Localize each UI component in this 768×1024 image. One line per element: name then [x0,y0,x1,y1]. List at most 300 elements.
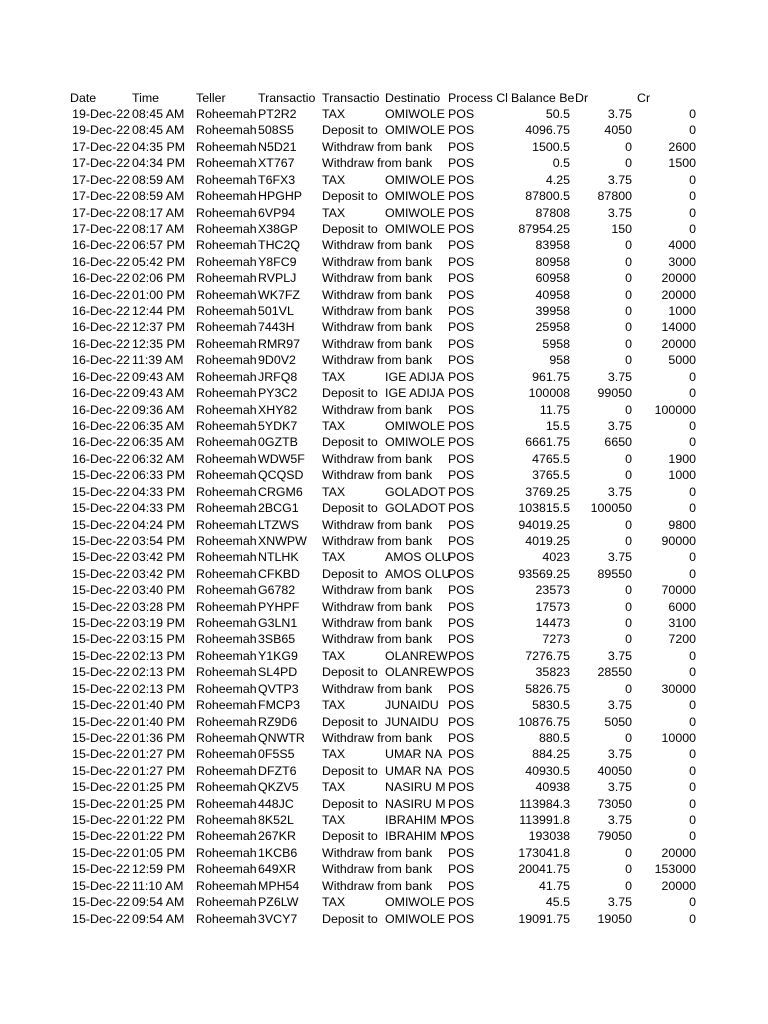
table-row [0,303,768,319]
table-row [0,533,768,549]
cell-balance: 94019.25 [518,517,570,532]
cell-time: 09:43 AM [132,386,185,401]
cell-dr: 79050 [597,829,632,844]
cell-cr: 0 [689,665,696,680]
cell-dr: 4050 [604,123,632,138]
table-row [0,319,768,335]
cell-balance: 87954.25 [518,221,570,236]
cell-transaction-type: Withdraw from bank [322,336,433,351]
cell-transaction-type: Withdraw from bank [322,353,433,368]
cell-transaction-type: TAX [322,172,346,187]
cell-teller: Roheemah [196,747,257,762]
cell-transaction-id: WK7FZ [258,287,300,302]
cell-transaction-id: 5YDK7 [258,418,298,433]
cell-teller: Roheemah [196,402,257,417]
cell-transaction-id: HPGHP [258,189,303,204]
cell-time: 03:54 PM [132,533,186,548]
cell-teller: Roheemah [196,599,257,614]
cell-dr: 0 [625,533,632,548]
cell-transaction-type: Deposit to [322,189,378,204]
cell-dr: 5050 [604,714,632,729]
cell-process: POS [448,583,475,598]
cell-dr: 150 [611,221,632,236]
cell-transaction-type: Withdraw from bank [322,156,433,171]
cell-transaction-type: TAX [322,484,346,499]
cell-transaction-type: Withdraw from bank [322,583,433,598]
cell-time: 08:17 AM [132,205,185,220]
header-teller: Teller [196,90,226,105]
cell-transaction-id: T6FX3 [258,172,296,187]
cell-process: POS [448,304,475,319]
cell-balance: 880.5 [538,730,570,745]
cell-date: 16-Dec-22 [72,386,130,401]
cell-transaction-id: 9D0V2 [258,353,296,368]
cell-teller: Roheemah [196,386,257,401]
cell-dr: 0 [625,254,632,269]
cell-time: 09:54 AM [132,911,185,926]
cell-dr: 3.75 [607,813,632,828]
cell-cr: 0 [689,484,696,499]
cell-date: 15-Dec-22 [72,517,130,532]
cell-transaction-type: Withdraw from bank [322,599,433,614]
table-row [0,894,768,910]
cell-teller: Roheemah [196,763,257,778]
cell-destination: GOLADOT [385,501,446,516]
cell-cr: 3000 [668,254,696,269]
cell-teller: Roheemah [196,336,257,351]
table-row [0,237,768,253]
cell-destination: JUNAIDU [385,698,439,713]
cell-teller: Roheemah [196,156,257,171]
cell-transaction-type: Withdraw from bank [322,517,433,532]
cell-teller: Roheemah [196,123,257,138]
cell-dr: 0 [625,451,632,466]
cell-date: 15-Dec-22 [72,763,130,778]
cell-time: 08:45 AM [132,123,185,138]
table-row [0,369,768,385]
cell-dr: 0 [625,287,632,302]
cell-transaction-type: Deposit to [322,221,378,236]
cell-transaction-type: Deposit to [322,911,378,926]
cell-balance: 50.5 [545,107,570,121]
table-row [0,730,768,746]
cell-transaction-id: G6782 [258,583,296,598]
cell-date: 15-Dec-22 [72,566,130,581]
cell-cr: 0 [689,780,696,795]
cell-cr: 9800 [668,517,696,532]
cell-balance: 10876.75 [518,714,570,729]
table-row [0,582,768,598]
cell-date: 15-Dec-22 [72,583,130,598]
cell-balance: 173041.8 [518,845,570,860]
table-row [0,828,768,844]
cell-destination: UMAR NA [385,747,443,762]
cell-balance: 87800.5 [525,189,570,204]
cell-time: 06:35 AM [132,435,185,450]
cell-teller: Roheemah [196,451,257,466]
cell-teller: Roheemah [196,189,257,204]
cell-process: POS [448,632,475,647]
cell-transaction-id: QCQSD [258,468,304,483]
cell-date: 16-Dec-22 [72,336,130,351]
cell-balance: 100008 [528,386,570,401]
cell-transaction-id: THC2Q [258,238,300,253]
cell-dr: 3.75 [607,895,632,910]
cell-time: 01:05 PM [132,845,186,860]
cell-teller: Roheemah [196,533,257,548]
cell-destination: IGE ADIJA [385,369,445,384]
cell-teller: Roheemah [196,714,257,729]
cell-process: POS [448,172,475,187]
cell-teller: Roheemah [196,796,257,811]
cell-dr: 3.75 [607,369,632,384]
cell-cr: 20000 [661,287,696,302]
cell-process: POS [448,780,475,795]
cell-time: 01:22 PM [132,813,186,828]
cell-transaction-id: 8K52L [258,813,294,828]
cell-destination: AMOS OLU [385,550,451,565]
cell-time: 06:32 AM [132,451,185,466]
cell-time: 01:27 PM [132,747,186,762]
cell-transaction-id: RZ9D6 [258,714,298,729]
cell-teller: Roheemah [196,550,257,565]
cell-dr: 0 [625,238,632,253]
cell-transaction-type: TAX [322,747,346,762]
cell-destination: OMIWOLE [385,418,445,433]
cell-teller: Roheemah [196,254,257,269]
cell-time: 04:33 PM [132,501,186,516]
cell-process: POS [448,468,475,483]
cell-cr: 0 [689,205,696,220]
header-balance: Balance Be [511,90,575,105]
table-row [0,845,768,861]
cell-destination: OMIWOLE [385,221,445,236]
cell-teller: Roheemah [196,320,257,335]
cell-time: 01:36 PM [132,730,186,745]
cell-process: POS [448,681,475,696]
cell-process: POS [448,829,475,844]
cell-dr: 0 [625,353,632,368]
table-row [0,861,768,877]
cell-cr: 10000 [661,730,696,745]
cell-process: POS [448,665,475,680]
cell-dr: 99050 [597,386,632,401]
cell-teller: Roheemah [196,287,257,302]
cell-teller: Roheemah [196,895,257,910]
cell-process: POS [448,730,475,745]
cell-transaction-id: 3SB65 [258,632,296,647]
table-row [0,796,768,812]
table-row [0,763,768,779]
cell-cr: 3100 [668,616,696,631]
cell-process: POS [448,254,475,269]
cell-destination: OMIWOLE [385,205,445,220]
cell-balance: 5826.75 [525,681,570,696]
cell-transaction-id: G3LN1 [258,616,298,631]
cell-balance: 60958 [535,271,570,286]
cell-time: 01:25 PM [132,796,186,811]
cell-process: POS [448,714,475,729]
cell-cr: 14000 [661,320,696,335]
cell-destination: OMIWOLE [385,895,445,910]
table-row [0,122,768,138]
cell-cr: 6000 [668,599,696,614]
cell-teller: Roheemah [196,484,257,499]
cell-destination: NASIRU M [385,796,446,811]
cell-dr: 3.75 [607,780,632,795]
cell-cr: 0 [689,813,696,828]
cell-date: 16-Dec-22 [72,271,130,286]
cell-process: POS [448,435,475,450]
cell-date: 15-Dec-22 [72,813,130,828]
cell-dr: 6650 [604,435,632,450]
cell-process: POS [448,238,475,253]
cell-destination: OMIWOLE [385,189,445,204]
cell-process: POS [448,698,475,713]
cell-balance: 961.75 [532,369,570,384]
cell-destination: OMIWOLE [385,435,445,450]
cell-cr: 90000 [661,533,696,548]
cell-transaction-id: Y8FC9 [258,254,297,269]
cell-process: POS [448,517,475,532]
cell-destination: AMOS OLU [385,566,451,581]
cell-transaction-id: 3VCY7 [258,911,298,926]
table-row [0,352,768,368]
cell-dr: 87800 [597,189,632,204]
cell-dr: 0 [625,862,632,877]
cell-balance: 3765.5 [532,468,570,483]
cell-date: 15-Dec-22 [72,698,130,713]
cell-date: 15-Dec-22 [72,780,130,795]
cell-transaction-type: TAX [322,698,346,713]
cell-teller: Roheemah [196,107,257,121]
cell-time: 06:57 PM [132,238,186,253]
cell-dr: 0 [625,336,632,351]
cell-balance: 5830.5 [532,698,570,713]
cell-dr: 0 [625,632,632,647]
cell-time: 02:13 PM [132,648,186,663]
cell-process: POS [448,911,475,926]
table-row [0,500,768,516]
cell-time: 11:39 AM [132,353,184,368]
cell-balance: 93569.25 [518,566,570,581]
table-row [0,911,768,927]
cell-transaction-type: Withdraw from bank [322,616,433,631]
cell-cr: 1000 [668,468,696,483]
cell-date: 15-Dec-22 [72,468,130,483]
cell-dr: 0 [625,320,632,335]
table-row [0,484,768,500]
cell-transaction-id: XHY82 [258,402,298,417]
cell-cr: 20000 [661,336,696,351]
cell-transaction-id: 0GZTB [258,435,298,450]
cell-dr: 3.75 [607,205,632,220]
cell-destination: OMIWOLE [385,172,445,187]
cell-balance: 11.75 [539,402,570,417]
cell-process: POS [448,418,475,433]
cell-balance: 103815.5 [518,501,570,516]
cell-process: POS [448,796,475,811]
cell-transaction-id: SL4PD [258,665,298,680]
cell-balance: 113984.3 [519,796,570,811]
cell-teller: Roheemah [196,271,257,286]
cell-cr: 0 [689,172,696,187]
cell-teller: Roheemah [196,862,257,877]
cell-transaction-id: 508S5 [258,123,294,138]
cell-balance: 3769.25 [525,484,570,499]
table-row [0,402,768,418]
table-row [0,615,768,631]
cell-dr: 0 [625,271,632,286]
cell-transaction-type: TAX [322,813,346,828]
cell-dr: 28550 [597,665,632,680]
cell-date: 16-Dec-22 [72,238,130,253]
cell-transaction-id: DFZT6 [258,763,297,778]
cell-balance: 5958 [542,336,570,351]
cell-time: 03:42 PM [132,550,186,565]
cell-transaction-id: WDW5F [258,451,305,466]
cell-destination: IBRAHIM M [385,813,451,828]
cell-process: POS [448,386,475,401]
table-row [0,779,768,795]
cell-process: POS [448,566,475,581]
cell-balance: 15.5 [545,418,570,433]
cell-time: 12:35 PM [132,336,186,351]
cell-dr: 0 [625,156,632,171]
cell-balance: 17573 [535,599,570,614]
cell-balance: 19091.75 [518,911,570,926]
cell-balance: 113991.8 [519,813,570,828]
cell-cr: 0 [689,829,696,844]
cell-process: POS [448,107,475,121]
cell-cr: 2600 [668,139,696,154]
cell-date: 16-Dec-22 [72,254,130,269]
cell-balance: 4019.25 [525,533,570,548]
cell-process: POS [448,862,475,877]
cell-destination: OMIWOLE [385,107,445,121]
table-row [0,812,768,828]
table-row [0,106,768,122]
cell-time: 06:33 PM [132,468,186,483]
cell-process: POS [448,336,475,351]
cell-cr: 4000 [668,238,696,253]
cell-process: POS [448,320,475,335]
cell-process: POS [448,369,475,384]
cell-transaction-type: Withdraw from bank [322,681,433,696]
cell-dr: 3.75 [607,698,632,713]
cell-date: 16-Dec-22 [72,320,130,335]
cell-cr: 0 [689,747,696,762]
cell-teller: Roheemah [196,632,257,647]
cell-teller: Roheemah [196,681,257,696]
cell-dr: 100050 [590,501,632,516]
cell-time: 03:15 PM [132,632,186,647]
cell-transaction-id: FMCP3 [258,698,300,713]
cell-date: 15-Dec-22 [72,878,130,893]
table-row [0,385,768,401]
cell-process: POS [448,533,475,548]
cell-teller: Roheemah [196,583,257,598]
cell-transaction-type: Withdraw from bank [322,139,433,154]
cell-balance: 6661.75 [525,435,570,450]
cell-teller: Roheemah [196,304,257,319]
cell-destination: OMIWOLE [385,911,445,926]
cell-teller: Roheemah [196,435,257,450]
cell-date: 15-Dec-22 [72,862,130,877]
cell-balance: 4.25 [545,172,570,187]
table-row [0,549,768,565]
cell-process: POS [448,550,475,565]
cell-teller: Roheemah [196,648,257,663]
cell-transaction-id: 649XR [258,862,296,877]
cell-cr: 1500 [668,156,696,171]
cell-transaction-type: Deposit to [322,123,378,138]
cell-balance: 35823 [535,665,570,680]
cell-transaction-id: QKZV5 [258,780,299,795]
header-dr: Dr [575,90,589,105]
cell-balance: 40938 [535,780,570,795]
cell-time: 12:59 PM [132,862,186,877]
cell-time: 03:42 PM [132,566,186,581]
cell-transaction-id: CFKBD [258,566,300,581]
cell-transaction-id: Y1KG9 [258,648,298,663]
cell-transaction-id: CRGM6 [258,484,303,499]
cell-process: POS [448,287,475,302]
cell-cr: 0 [689,221,696,236]
cell-transaction-type: TAX [322,418,346,433]
cell-process: POS [448,451,475,466]
cell-process: POS [448,123,475,138]
table-row [0,221,768,237]
cell-process: POS [448,156,475,171]
cell-time: 03:19 PM [132,616,186,631]
cell-process: POS [448,353,475,368]
cell-process: POS [448,616,475,631]
cell-dr: 73050 [597,796,632,811]
cell-date: 15-Dec-22 [72,501,130,516]
cell-process: POS [448,648,475,663]
cell-date: 15-Dec-22 [72,599,130,614]
cell-teller: Roheemah [196,829,257,844]
cell-date: 16-Dec-22 [72,287,130,302]
header-cr: Cr [637,90,651,105]
cell-cr: 0 [689,698,696,713]
cell-process: POS [448,813,475,828]
cell-balance: 80958 [535,254,570,269]
cell-time: 01:40 PM [132,698,186,713]
cell-transaction-type: Deposit to [322,829,378,844]
cell-transaction-id: RVPLJ [258,271,297,286]
cell-transaction-type: Withdraw from bank [322,320,433,335]
cell-date: 17-Dec-22 [72,189,130,204]
cell-date: 17-Dec-22 [72,172,130,187]
cell-transaction-id: 0F5S5 [258,747,295,762]
cell-transaction-type: Withdraw from bank [322,878,433,893]
cell-time: 08:45 AM [132,107,185,121]
cell-teller: Roheemah [196,238,257,253]
cell-time: 03:28 PM [132,599,186,614]
header-date: Date [70,90,97,105]
cell-teller: Roheemah [196,730,257,745]
cell-balance: 4096.75 [525,123,570,138]
cell-transaction-type: Deposit to [322,435,378,450]
cell-balance: 39958 [535,304,570,319]
cell-process: POS [448,271,475,286]
table-row [0,599,768,615]
cell-cr: 0 [689,107,696,121]
cell-transaction-type: Withdraw from bank [322,451,433,466]
cell-dr: 0 [625,517,632,532]
